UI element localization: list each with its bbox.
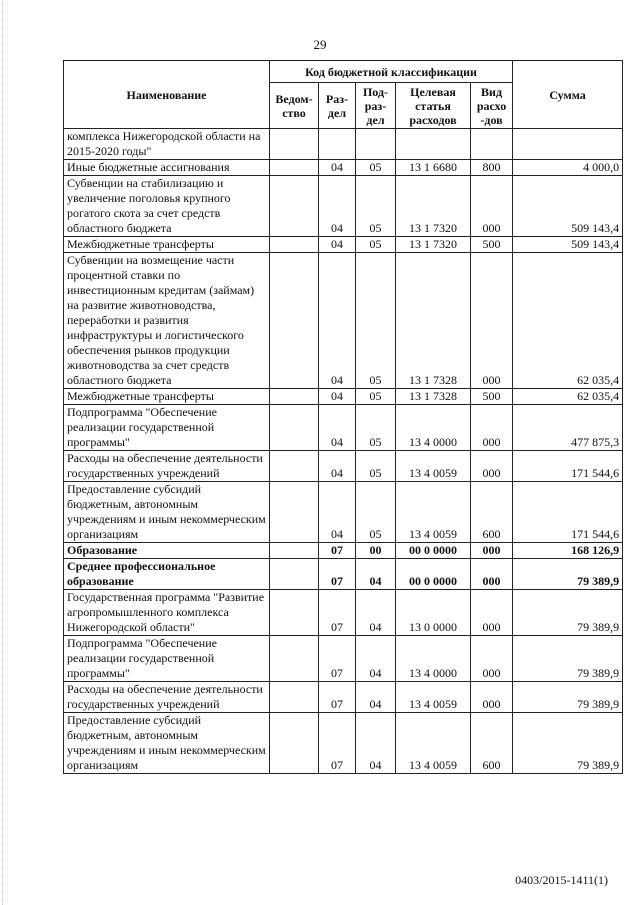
cell-sum: 171 544,6 [513, 482, 623, 543]
cell-razdel: 04 [319, 237, 356, 253]
cell-podrazdel: 04 [356, 636, 396, 682]
cell-razdel: 04 [319, 389, 356, 405]
cell-razdel: 07 [319, 636, 356, 682]
cell-vedomstvo [270, 590, 319, 636]
cell-vedomstvo [270, 559, 319, 590]
cell-target-article: 13 4 0059 [396, 713, 471, 774]
cell-expense-type: 600 [471, 713, 513, 774]
cell-name: Межбюджетные трансферты [64, 389, 270, 405]
cell-name: Предоставление субсидий бюджетным, автономным учреждениям и иным некоммерческим организациям [64, 713, 270, 774]
cell-podrazdel [356, 129, 396, 160]
cell-name: Иные бюджетные ассигнования [64, 160, 270, 176]
cell-razdel: 07 [319, 713, 356, 774]
cell-expense-type: 000 [471, 543, 513, 559]
cell-expense-type: 000 [471, 590, 513, 636]
cell-sum: 62 035,4 [513, 253, 623, 389]
cell-vedomstvo [270, 253, 319, 389]
cell-sum [513, 129, 623, 160]
header-sum: Сумма [513, 61, 623, 129]
cell-target-article: 13 1 7320 [396, 237, 471, 253]
table-row [64, 682, 623, 713]
table-row [64, 636, 623, 682]
cell-expense-type: 000 [471, 253, 513, 389]
table-row [64, 176, 623, 237]
table-row [64, 713, 623, 774]
cell-podrazdel: 04 [356, 682, 396, 713]
cell-sum: 4 000,0 [513, 160, 623, 176]
cell-razdel: 04 [319, 405, 356, 451]
cell-name: Расходы на обеспечение деятельности государственных учреждений [64, 682, 270, 713]
table-row [64, 405, 623, 451]
left-margin-dots [2, 0, 4, 905]
budget-rows [64, 129, 623, 774]
cell-vedomstvo [270, 176, 319, 237]
cell-name: Субвенции на стабилизацию и увеличение поголовья крупного рогатого скота за счет средств областного бюджета [64, 176, 270, 237]
cell-razdel: 04 [319, 176, 356, 237]
cell-podrazdel: 05 [356, 389, 396, 405]
cell-target-article: 13 4 0000 [396, 405, 471, 451]
cell-target-article: 13 1 7320 [396, 176, 471, 237]
cell-razdel: 04 [319, 451, 356, 482]
cell-sum: 477 875,3 [513, 405, 623, 451]
cell-name: Государственная программа "Развитие агропромышленного комплекса Нижегородской области" [64, 590, 270, 636]
cell-podrazdel: 04 [356, 559, 396, 590]
cell-vedomstvo [270, 160, 319, 176]
cell-podrazdel: 05 [356, 253, 396, 389]
cell-razdel: 04 [319, 160, 356, 176]
cell-expense-type: 000 [471, 176, 513, 237]
cell-podrazdel: 04 [356, 713, 396, 774]
cell-target-article: 13 1 7328 [396, 253, 471, 389]
cell-name: Субвенции на возмещение части процентной ставки по инвестиционным кредитам (займам) на развитие животноводства, переработки и развития инфраструктуры и логистического обеспечения рынков продукции животноводства за счет средств областного бюджета [64, 253, 270, 389]
cell-expense-type: 000 [471, 636, 513, 682]
cell-podrazdel: 05 [356, 451, 396, 482]
cell-target-article [396, 129, 471, 160]
cell-expense-type: 000 [471, 451, 513, 482]
cell-expense-type: 500 [471, 237, 513, 253]
cell-podrazdel: 05 [356, 482, 396, 543]
cell-podrazdel: 00 [356, 543, 396, 559]
cell-vedomstvo [270, 713, 319, 774]
table-row [64, 451, 623, 482]
cell-sum: 509 143,4 [513, 237, 623, 253]
cell-razdel: 04 [319, 253, 356, 389]
cell-vedomstvo [270, 451, 319, 482]
header-razdel: Раз- дел [319, 83, 356, 129]
cell-vedomstvo [270, 129, 319, 160]
cell-target-article: 13 4 0059 [396, 451, 471, 482]
cell-name: комплекса Нижегородской области на 2015-2020 годы" [64, 129, 270, 160]
header-classification-group: Код бюджетной классификации [270, 61, 513, 83]
cell-name: Межбюджетные трансферты [64, 237, 270, 253]
cell-sum: 171 544,6 [513, 451, 623, 482]
cell-expense-type: 500 [471, 389, 513, 405]
table-row [64, 482, 623, 543]
cell-razdel: 07 [319, 559, 356, 590]
header-vedomstvo: Ведом- ство [270, 83, 319, 129]
cell-name: Расходы на обеспечение деятельности государственных учреждений [64, 451, 270, 482]
cell-sum: 509 143,4 [513, 176, 623, 237]
cell-podrazdel: 05 [356, 160, 396, 176]
cell-expense-type: 600 [471, 482, 513, 543]
cell-vedomstvo [270, 482, 319, 543]
cell-target-article: 13 1 7328 [396, 389, 471, 405]
cell-target-article: 13 4 0059 [396, 682, 471, 713]
cell-target-article: 13 4 0000 [396, 636, 471, 682]
cell-name: Среднее профессиональное образование [64, 559, 270, 590]
table-row [64, 253, 623, 389]
cell-target-article: 00 0 0000 [396, 559, 471, 590]
cell-sum: 62 035,4 [513, 389, 623, 405]
page-number: 29 [313, 37, 327, 52]
table-row [64, 543, 623, 559]
budget-table [63, 60, 623, 774]
table-row [64, 590, 623, 636]
cell-vedomstvo [270, 682, 319, 713]
table-row [64, 237, 623, 253]
cell-podrazdel: 05 [356, 405, 396, 451]
table-row [64, 559, 623, 590]
cell-razdel: 07 [319, 543, 356, 559]
cell-vedomstvo [270, 389, 319, 405]
cell-expense-type: 000 [471, 682, 513, 713]
table-row [64, 389, 623, 405]
cell-target-article: 13 1 6680 [396, 160, 471, 176]
cell-vedomstvo [270, 636, 319, 682]
cell-sum: 79 389,9 [513, 559, 623, 590]
cell-podrazdel: 05 [356, 237, 396, 253]
cell-expense-type: 800 [471, 160, 513, 176]
table-row [64, 129, 623, 160]
cell-target-article: 00 0 0000 [396, 543, 471, 559]
header-podrazdel: Под- раз- дел [356, 83, 396, 129]
cell-vedomstvo [270, 405, 319, 451]
table-row [64, 160, 623, 176]
cell-sum: 79 389,9 [513, 713, 623, 774]
cell-expense-type [471, 129, 513, 160]
cell-name: Подпрограмма "Обеспечение реализации государственной программы" [64, 405, 270, 451]
cell-razdel [319, 129, 356, 160]
cell-vedomstvo [270, 237, 319, 253]
cell-sum: 168 126,9 [513, 543, 623, 559]
cell-sum: 79 389,9 [513, 636, 623, 682]
cell-sum: 79 389,9 [513, 590, 623, 636]
cell-name: Образование [64, 543, 270, 559]
cell-target-article: 13 4 0059 [396, 482, 471, 543]
cell-expense-type: 000 [471, 559, 513, 590]
cell-razdel: 07 [319, 590, 356, 636]
header-name: Наименование [64, 61, 270, 129]
cell-podrazdel: 04 [356, 590, 396, 636]
header-vid-raskhodov: Вид расхо -дов [471, 83, 513, 129]
cell-podrazdel: 05 [356, 176, 396, 237]
cell-razdel: 07 [319, 682, 356, 713]
cell-razdel: 04 [319, 482, 356, 543]
cell-expense-type: 000 [471, 405, 513, 451]
cell-sum: 79 389,9 [513, 682, 623, 713]
cell-name: Подпрограмма "Обеспечение реализации государственной программы" [64, 636, 270, 682]
cell-vedomstvo [270, 543, 319, 559]
document-code: 0403/2015-1411(1) [515, 873, 608, 887]
header-celevaya-statya: Целевая статья расходов [396, 83, 471, 129]
cell-name: Предоставление субсидий бюджетным, автономным учреждениям и иным некоммерческим организациям [64, 482, 270, 543]
cell-target-article: 13 0 0000 [396, 590, 471, 636]
